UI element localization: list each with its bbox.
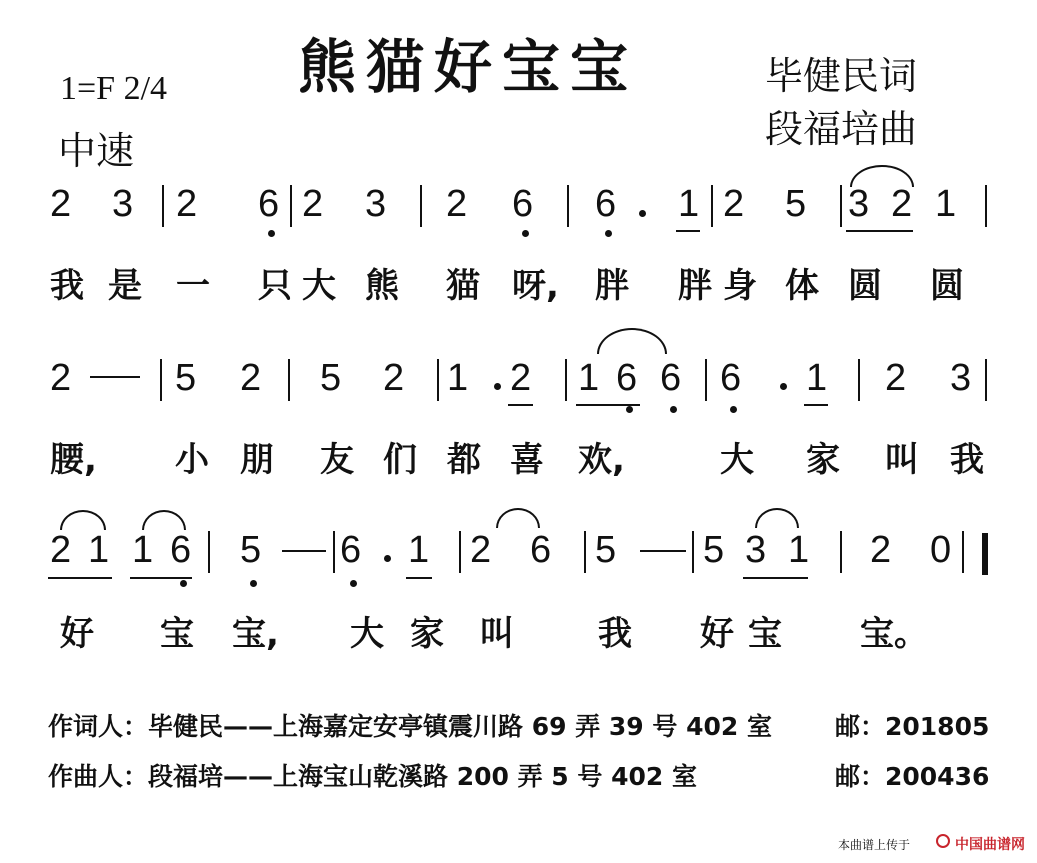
lyric-syllable: 宝。	[860, 614, 928, 654]
note: 6	[530, 529, 552, 571]
composer-zip: 邮：200436	[835, 762, 990, 791]
lyric-syllable: 我	[598, 614, 632, 654]
note: 6	[258, 183, 280, 225]
lyric-syllable: 我	[50, 266, 84, 306]
note: 2	[446, 183, 468, 225]
note: 2	[885, 357, 907, 399]
note: 2	[891, 183, 913, 225]
song-title: 熊猫好宝宝	[298, 33, 639, 101]
augmentation-dot	[780, 383, 787, 390]
low-octave-dot	[268, 230, 275, 237]
site-name[interactable]: 中国曲谱网	[955, 837, 1025, 853]
lyricist-zip: 邮：201805	[835, 712, 990, 741]
low-octave-dot	[626, 406, 633, 413]
lyric-syllable: 圆	[848, 266, 882, 306]
slur-arc	[755, 508, 799, 528]
lyric-syllable: 我	[950, 440, 984, 480]
barline	[288, 359, 290, 401]
barline	[459, 531, 461, 573]
site-logo-icon	[936, 834, 950, 848]
note: 5	[320, 357, 342, 399]
lyric-syllable: 好	[700, 614, 734, 654]
eighth-underline	[406, 577, 432, 579]
lyricist-address: 作词人：毕健民——上海嘉定安亭镇震川路 69 弄 39 号 402 室	[48, 712, 772, 741]
lyric-syllable: 大	[350, 614, 384, 654]
note: 1	[88, 529, 110, 571]
lyric-syllable: 们	[383, 440, 417, 480]
barline	[565, 359, 567, 401]
note: 1	[447, 357, 469, 399]
barline	[584, 531, 586, 573]
low-octave-dot	[730, 406, 737, 413]
barline	[962, 531, 964, 573]
note: 2	[383, 357, 405, 399]
note: 5	[595, 529, 617, 571]
note: 6	[170, 529, 192, 571]
eighth-underline	[743, 577, 808, 579]
barline	[333, 531, 335, 573]
note: 2	[302, 183, 324, 225]
barline	[692, 531, 694, 573]
note: 1	[132, 529, 154, 571]
note: 3	[848, 183, 870, 225]
note: 6	[616, 357, 638, 399]
note: 1	[806, 357, 828, 399]
note: 6	[512, 183, 534, 225]
low-octave-dot	[670, 406, 677, 413]
note: 1	[408, 529, 430, 571]
slur-arc	[496, 508, 540, 528]
lyric-syllable: 腰,	[50, 440, 97, 480]
barline	[420, 185, 422, 227]
note: 6	[340, 529, 362, 571]
note: 6	[720, 357, 742, 399]
barline	[437, 359, 439, 401]
lyric-syllable: 胖	[595, 266, 629, 306]
barline	[711, 185, 713, 227]
barline	[840, 531, 842, 573]
note: 1	[788, 529, 810, 571]
note: 2	[176, 183, 198, 225]
note: 3	[365, 183, 387, 225]
barline	[858, 359, 860, 401]
note: 2	[510, 357, 532, 399]
final-barline	[982, 533, 988, 575]
lyric-syllable: 叫	[480, 614, 514, 654]
note: 5	[785, 183, 807, 225]
note: 5	[240, 529, 262, 571]
note: 5	[175, 357, 197, 399]
tempo-marking: 中速	[58, 129, 135, 173]
slur-arc	[142, 510, 186, 530]
lyric-syllable: 宝	[748, 614, 782, 654]
lyricist-credit: 毕健民词	[765, 54, 918, 98]
lyric-syllable: 身	[723, 266, 757, 306]
lyric-syllable: 是	[108, 266, 142, 306]
lyric-syllable: 一	[176, 266, 210, 306]
composer-credit: 段福培曲	[765, 107, 918, 151]
note: 3	[745, 529, 767, 571]
note: 2	[723, 183, 745, 225]
lyric-syllable: 好	[60, 614, 94, 654]
barline	[840, 185, 842, 227]
barline	[705, 359, 707, 401]
lyric-syllable: 都	[447, 440, 481, 480]
lyric-syllable: 大	[302, 266, 336, 306]
barline	[160, 359, 162, 401]
eighth-underline	[676, 230, 700, 232]
lyric-syllable: 宝	[160, 614, 194, 654]
note: 6	[595, 183, 617, 225]
lyric-syllable: 欢,	[578, 440, 625, 480]
note: 1	[678, 183, 700, 225]
upload-note: 本曲谱上传于	[838, 838, 911, 852]
barline	[567, 185, 569, 227]
note: 2	[470, 529, 492, 571]
barline	[208, 531, 210, 573]
note: 1	[578, 357, 600, 399]
note: 2	[50, 183, 72, 225]
barline	[985, 359, 987, 401]
lyric-syllable: 喜	[510, 440, 544, 480]
low-octave-dot	[605, 230, 612, 237]
note: 5	[703, 529, 725, 571]
note: 6	[660, 357, 682, 399]
eighth-underline	[130, 577, 192, 579]
lyric-syllable: 熊	[365, 266, 399, 306]
note: 2	[50, 357, 72, 399]
lyric-syllable: 胖	[678, 266, 712, 306]
lyric-syllable: 家	[806, 440, 840, 480]
lyric-syllable: 圆	[930, 266, 964, 306]
barline	[290, 185, 292, 227]
note: 2	[870, 529, 892, 571]
lyric-syllable: 叫	[885, 440, 919, 480]
lyric-syllable: 只	[258, 266, 292, 306]
note: 3	[950, 357, 972, 399]
lyric-syllable: 家	[410, 614, 444, 654]
extension-dash	[640, 550, 686, 552]
extension-dash	[90, 376, 140, 378]
eighth-underline	[48, 577, 112, 579]
note: 2	[240, 357, 262, 399]
slur-arc	[60, 510, 106, 530]
extension-dash	[282, 550, 326, 552]
lyric-syllable: 呀,	[512, 266, 559, 306]
eighth-underline	[846, 230, 913, 232]
lyric-syllable: 猫	[446, 266, 480, 306]
augmentation-dot	[384, 555, 391, 562]
slur-arc	[850, 165, 914, 187]
augmentation-dot	[639, 210, 646, 217]
eighth-underline	[508, 404, 533, 406]
key-signature: 1=F 2/4	[60, 70, 168, 107]
low-octave-dot	[350, 580, 357, 587]
note: 3	[112, 183, 134, 225]
low-octave-dot	[180, 580, 187, 587]
augmentation-dot	[494, 383, 501, 390]
note: 0	[930, 529, 952, 571]
low-octave-dot	[522, 230, 529, 237]
lyric-syllable: 朋	[240, 440, 274, 480]
note: 1	[935, 183, 957, 225]
lyric-syllable: 友	[320, 440, 354, 480]
barline	[985, 185, 987, 227]
barline	[162, 185, 164, 227]
lyric-syllable: 大	[720, 440, 754, 480]
lyric-syllable: 体	[785, 266, 819, 306]
eighth-underline	[804, 404, 828, 406]
note: 2	[50, 529, 72, 571]
slur-arc	[597, 328, 667, 354]
composer-address: 作曲人：段福培——上海宝山乾溪路 200 弄 5 号 402 室	[48, 762, 697, 791]
lyric-syllable: 宝,	[232, 614, 279, 654]
low-octave-dot	[250, 580, 257, 587]
lyric-syllable: 小	[175, 440, 209, 480]
